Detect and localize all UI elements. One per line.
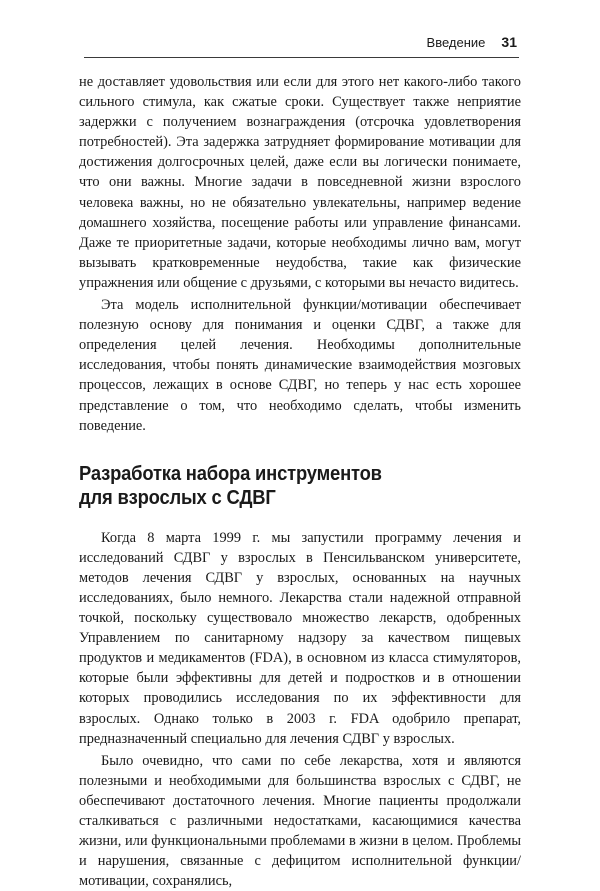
paragraph: Было очевидно, что сами по себе лекарства, хотя и являются полезными и необходимыми для большинства взрослых с СДВГ, не обеспечивают достаточного лечения. Многие пациенты продолжали сталкиваться с различными недостатками, касающимися качества жизни, или функциональными проблемами в жизни в целом. Проблемы и нарушения, связанные с дефицитом исполнительной функции/мотивации, сохранялись, [79,752,521,890]
section-heading [79,462,486,510]
paragraph: Эта модель исполнительной функции/мотивации обеспечивает полезную основу для понимания и оценки СДВГ, а также для определения целей лечения. Необходимы дополнительные исследования, чтобы понять динамические взаимодействия мозговых процессов, лежащих в основе СДВГ, но теперь у нас есть хорошее представление о том, что необходимо сделать, чтобы изменить поведение. [79,297,521,434]
section-heading-line-2: для взрослых с СДВГ [79,486,276,509]
running-head-section-title: Введение [426,35,486,50]
running-head [427,34,517,50]
paragraph: не доставляет удовольствия или если для этого нет какого-либо такого сильного стимула, как сжатые сроки. Существует также неприятие задержки с получением вознаграждения (отсрочка удовлетворения потребностей). Эта задержка затрудняет формирование мотивации для достижения долгосрочных целей, даже если вы логически понимаете, что они важны. Многие задачи в повседневной жизни взрослого человека важны, но не обязательно увлекательны, например ведение домашнего хозяйства, посещение работы или управление финансами. Даже те приоритетные задачи, которые необходимы лично вам, могут вызывать кратковременные неудобства, такие как физические упражнения или общение с друзьями, с которыми вы нечасто видитесь. [79,74,521,291]
page-body [79,72,521,891]
page-number: 31 [501,34,517,50]
section-heading-line-1: Разработка набора инструментов [79,462,382,485]
header-rule [84,57,519,58]
paragraph: Когда 8 марта 1999 г. мы запустили программу лечения и исследований СДВГ у взрослых в Пенсильванском университете, методов лечения СДВГ у взрослых, основанных на научных исследованиях, было немного. Лекарства стали надежной отправной точкой, поскольку существовало множество лекарств, одобренных Управлением по санитарному надзору за качеством пищевых продуктов и медикаментов (FDA), в основном из класса стимуляторов, которые были эффективны для детей и подростков и в отношении которых проводились исследования по их эффективности для взрослых. Однако только в 2003 г. FDA одобрило препарат, предназначенный специально для лечения СДВГ у взрослых. [79,529,521,747]
